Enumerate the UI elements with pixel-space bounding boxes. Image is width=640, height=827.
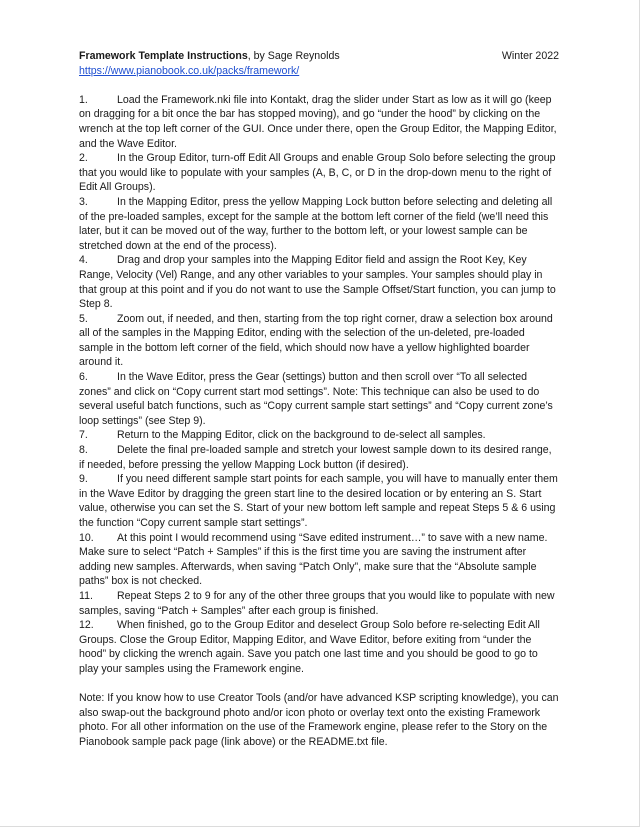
framework-link[interactable]: https://www.pianobook.co.uk/packs/framework/ [79,64,300,77]
step-item [79,428,559,443]
step-text: When finished, go to the Group Editor and deselect Group Solo before re-selecting Edit All Groups. Close the Group Editor, Mapping Editor, and Wave Editor, before exiting from “under the hood” by clicking the wrench again. Save you patch one last time and you should be good to go to play your samples using the Framework engine. [79,619,540,675]
step-item [79,472,559,530]
step-text: Delete the final pre-loaded sample and stretch your lowest sample down to its desired range, if needed, before pressing the yellow Mapping Lock button (if desired). [79,444,552,471]
document-content [79,49,559,750]
step-number: 12. [79,619,94,632]
spacer [79,78,559,93]
step-text: Return to the Mapping Editor, click on the background to de-select all samples. [117,429,486,442]
step-item [79,151,559,195]
document-header [79,49,559,64]
step-number: 6. [79,371,88,384]
step-number: 2. [79,152,88,165]
step-text: Drag and drop your samples into the Mapping Editor field and assign the Root Key, Key Range, Velocity (Vel) Range, and any other variables to your samples. Your samples should play in that group at this point and if you do not want to use the Sample Offset/Start function, you can jump to Step 8. [79,254,556,311]
step-number: 4. [79,254,88,267]
step-number: 5. [79,312,88,325]
step-number: 3. [79,195,88,208]
steps-list [79,93,559,677]
step-text: Zoom out, if needed, and then, starting from the top right corner, draw a selection box around all of the samples in the Mapping Editor, ending with the selection of the un-deleted, pre-loaded sample in the bottom left corner of the field, which should now have a yellow highlighted boarder around it. [79,312,553,369]
step-text: At this point I would recommend using “Save edited instrument…” to save with a new name. Make sure to select “Patch + Samples” if this is the first time you are saving the instrument after adding new samples. Afterwards, when saving “Patch Only”, make sure that the “Absolute sample paths” box is not checked. [79,531,548,588]
step-item [79,618,559,676]
step-item [79,253,559,311]
title-author: , by Sage Reynolds [247,50,340,62]
step-number: 10. [79,531,94,544]
step-number: 11. [79,589,93,602]
step-item [79,370,559,428]
note-paragraph: Note: If you know how to use Creator Tools (and/or have advanced KSP scripting knowledge), you can also swap-out the background photo and/or icon photo or overlay text onto the existing Framework photo. For all other information on the use of the Framework engine, please refer to the Story on the Pianobook sample pack page (link above) or the README.txt file. [79,692,559,748]
step-item [79,531,559,589]
step-number: 1. [79,93,88,106]
step-text: Load the Framework.nki file into Kontakt, drag the slider under Start as low as it will go (keep on dragging for a bit once the bar has stopped moving), and go “under the hood” by clicking on the wrench at the top left corner of the GUI. Once under there, open the Group Editor, the Mapping Editor, and the Wave Editor. [79,93,557,150]
step-text: In the Mapping Editor, press the yellow Mapping Lock button before selecting and deleting all of the pre-loaded samples, except for the sample at the bottom left corner of the field (we’ll need this later, but it can be moved out of the way, further to the bottom left, or your lowest sample can be stretched down at the end of the process). [79,195,553,252]
step-text: In the Wave Editor, press the Gear (settings) button and then scroll over “To all selected zones” and click on “Copy current start mod settings”. Note: This technique can also be used to do several useful batch functions, such as “Copy current sample start settings” and “Copy current zone’s loop settings” (see Step 9). [79,371,553,427]
season-label: Winter 2022 [501,50,559,62]
step-item [79,93,559,151]
step-number: 9. [79,473,88,486]
step-item [79,312,559,370]
step-text: Repeat Steps 2 to 9 for any of the other three groups that you would like to populate with new samples, saving “Patch + Samples” after each group is finished. [79,589,555,617]
document-title [79,49,340,64]
title-bold: Framework Template Instructions [79,50,248,62]
step-text: In the Group Editor, turn-off Edit All Groups and enable Group Solo before selecting the group that you would like to populate with your samples (A, B, C, or D in the drop-down menu to the right of Edit All Groups). [79,152,556,194]
step-number: 8. [79,444,88,457]
step-number: 7. [79,429,88,442]
step-item [79,443,559,472]
step-item [79,195,559,253]
step-item [79,589,559,618]
step-text: If you need different sample start points for each sample, you will have to manually enter them in the Wave Editor by dragging the green start line to the desired location or by entering an S. Start value, otherwise you can set the S. Start of your new bottom left sample and repeat Steps 5 & 6 using the function “Copy current sample start settings”. [79,473,558,529]
